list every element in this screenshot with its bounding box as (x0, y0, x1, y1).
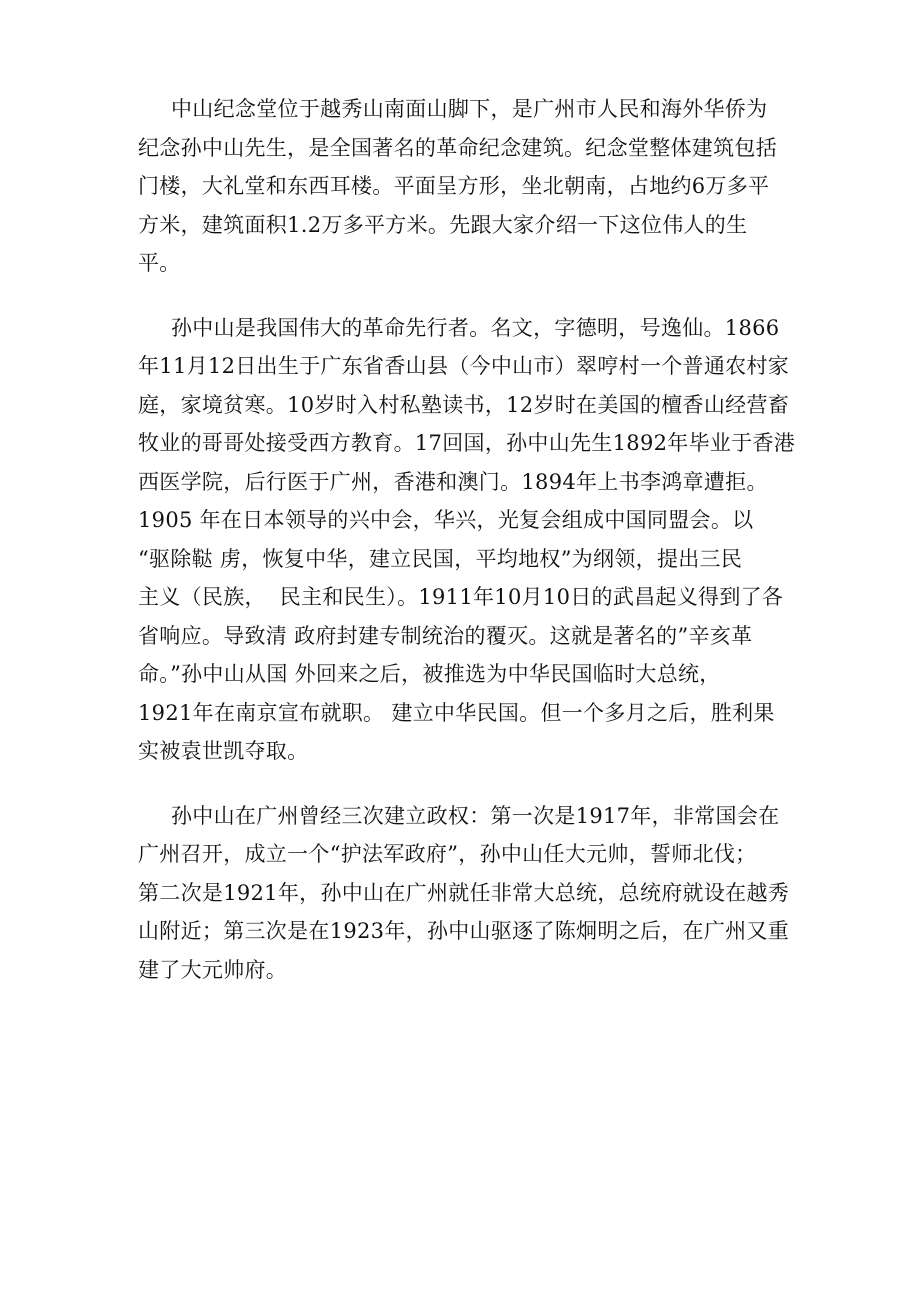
text-line: 主义（民族， 民主和民生）。1911年10月10日的武昌起义得到了各 (138, 585, 784, 609)
text-line: 1921年在南京宣布就职。 建立中华民国。但一个多月之后，胜利果 (138, 700, 775, 725)
text-line: 方米，建筑面积1.2万多平方米。先跟大家介绍一下这位伟人的生 (138, 212, 748, 237)
text-line: 纪念孙中山先生，是全国著名的革命纪念建筑。纪念堂整体建筑包括 (138, 135, 777, 160)
text-line: 门楼，大礼堂和东西耳楼。平面呈方形，坐北朝南，占地约6万多平 (138, 174, 770, 198)
text-line: 广州召开，成立一个“护法军政府”，孙中山任大元帅，誓师北伐； (138, 842, 757, 866)
text-line: 第二次是1921年，孙中山在广州就任非常大总统，总统府就设在越秀 (138, 880, 790, 905)
text-line: 庭，家境贫寒。10岁时入村私塾读书，12岁时在美国的檀香山经营畜 (138, 392, 790, 417)
document-page (138, 90, 798, 1015)
text-line: 西医学院，后行医于广州，香港和澳门。1894年上书李鸿章遭拒。 (138, 469, 768, 494)
text-line: 平。 (138, 251, 181, 275)
text-line: 中山纪念堂位于越秀山南面山脚下，是广州市人民和海外华侨为 (171, 97, 768, 121)
text-line: 实被袁世凯夺取。 (138, 739, 309, 763)
text-line: 建了大元帅府。 (138, 957, 288, 982)
text-line: 年11月12日出生于广东省香山县（今中山市）翠哼村一个普通农村家 (138, 354, 790, 378)
text-line: “驱除鞑 虏，恢复中华，建立民国，平均地权”为纲领，提出三民 (138, 546, 743, 571)
text-line: 命。”孙中山从国 外回来之后，被推选为中华民国临时大总统， (138, 662, 721, 686)
paragraph-biography (138, 309, 798, 771)
text-line: 山附近；第三次是在1923年，孙中山驱逐了陈炯明之后，在广州又重 (138, 919, 790, 943)
text-line: 1905 年在日本领导的兴中会，华兴，光复会组成中国同盟会。以 (138, 508, 754, 532)
text-line: 孙中山在广州曾经三次建立政权：第一次是1917年，非常国会在 (171, 803, 780, 828)
text-line: 牧业的哥哥处接受西方教育。17回国，孙中山先生1892年毕业于香港 (138, 431, 796, 455)
paragraph-memorial-hall (138, 90, 798, 283)
text-line: 孙中山是我国伟大的革命先行者。名文，字德明，号逸仙。1866 (171, 315, 780, 340)
text-line: 省响应。导致清 政府封建专制统治的覆灭。这就是著名的”辛亥革 (138, 623, 753, 648)
paragraph-guangzhou-governments (138, 797, 798, 990)
